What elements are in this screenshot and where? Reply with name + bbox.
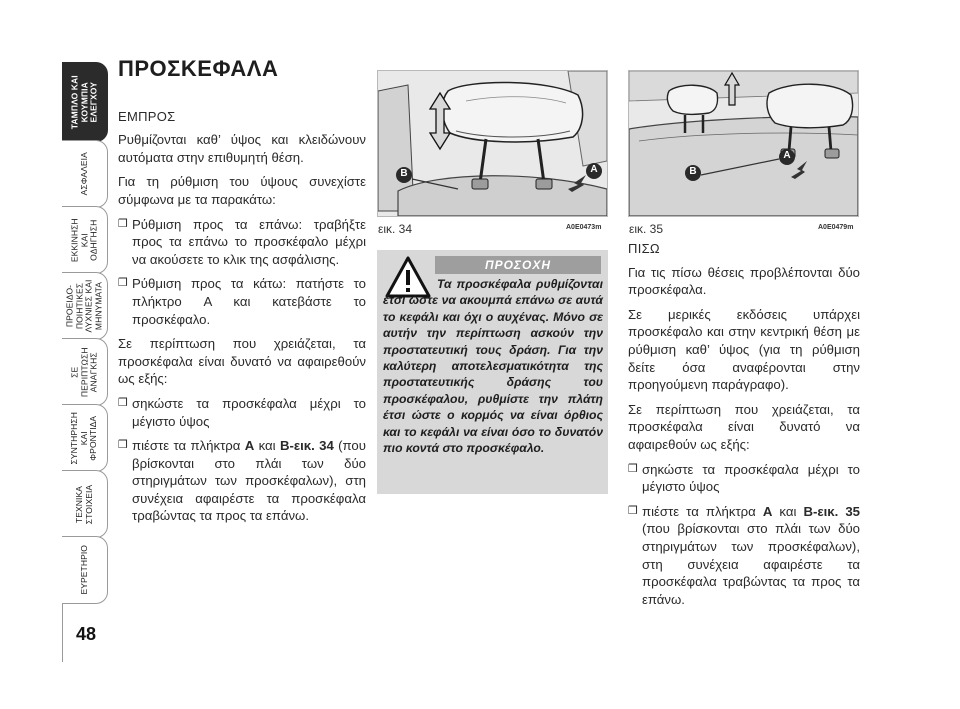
list-item — [628, 461, 860, 496]
figure-35-code: A0E0479m — [818, 224, 854, 231]
rear-subheading: ΠΙΣΩ — [628, 241, 660, 256]
text-run: και — [254, 438, 280, 454]
page-title: ΠΡΟΣΚΕΦΑΛΑ — [118, 56, 279, 81]
list-item — [118, 275, 366, 328]
rear-para-2: Σε μερικές εκδόσεις υπάρχει προσκέφαλο και στην κεντρική θέση με ρύθμιση καθ’ ύψος (για τη ρύθμιση δείτε όσα αναφέρονται στην προηγούμενη παράγραφο). — [628, 306, 860, 393]
tab-warning-lights[interactable] — [62, 272, 108, 340]
height-intro: Για τη ρύθμιση του ύψους συνεχίστε σύμφωνα με τα παρακάτω: — [118, 174, 366, 207]
figure-35-caption: εικ. 35 — [629, 222, 664, 236]
rear-headrests-section — [628, 240, 860, 615]
tab-label: ΕΚΚΙΝΗΣΗ ΚΑΙ ΟΔΗΓΗΣΗ — [69, 218, 99, 262]
tab-emergency[interactable] — [62, 338, 108, 406]
remove-intro: Σε περίπτωση που χρειάζεται, τα προσκέφαλα είναι δυνατό να αφαιρεθούν ως εξής: — [628, 401, 860, 452]
tab-label: ΕΥΡΕΤΗΡΙΟ — [78, 545, 89, 595]
checkbox-bullet-icon: ❒ — [628, 504, 638, 517]
tab-label: ΤΕΧΝΙΚΑ ΣΤΟΙΧΕΙΑ — [74, 484, 94, 524]
warning-box — [377, 250, 608, 494]
checkbox-bullet-icon: ❒ — [118, 439, 128, 452]
label-a: A — [783, 150, 791, 161]
bullet-text — [132, 437, 366, 525]
button-a-ref: A — [244, 438, 255, 454]
tab-label: ΣΥΝΤΗΡΗΣΗ ΚΑΙ ΦΡΟΝΤΙΔΑ — [69, 411, 99, 465]
page-number: 48 — [75, 624, 97, 644]
tab-safety[interactable] — [62, 140, 108, 208]
checkbox-bullet-icon: ❒ — [118, 217, 128, 230]
front-headrests-section — [118, 56, 366, 532]
list-item — [118, 395, 366, 430]
bullet-text: Ρύθμιση προς τα επάνω: τραβήξτε προς τα επάνω το προσκέφαλο μέχρι να ακούσετε το κλικ της ασφάλισης. — [132, 216, 366, 267]
figure-34-caption: εικ. 34 — [378, 222, 413, 236]
text-run: πιέστε τα πλήκτρα — [642, 503, 763, 519]
checkbox-bullet-icon: ❒ — [118, 396, 128, 409]
tab-technical-data[interactable] — [62, 470, 108, 538]
bullet-text — [642, 503, 860, 609]
label-b: B — [400, 168, 408, 179]
button-a-ref: A — [762, 503, 773, 519]
bullet-text: σηκώστε τα προσκέφαλα μέχρι το μέγιστο ύψος — [642, 461, 860, 495]
front-subheading: ΕΜΠΡΟΣ — [118, 108, 176, 124]
rear-headrest-illustration — [629, 71, 858, 216]
checkbox-bullet-icon: ❒ — [118, 277, 128, 290]
tab-dashboard-controls[interactable] — [62, 62, 108, 142]
tab-label: ΣΕ ΠΕΡΙΠΤΩΣΗ ΑΝΑΓΚΗΣ — [69, 347, 99, 397]
tab-index[interactable] — [62, 536, 108, 604]
front-intro: Ρυθμίζονται καθ’ ύψος και κλειδώνουν αυτόματα στην επιθυμητή θέση. — [118, 132, 366, 165]
warning-text: Τα προσκέφαλα ρυθμίζονται έτσι ώστε να ακουμπά επάνω σε αυτά το κεφάλι και όχι ο αυχένας. Μόνο σε αυτήν την περίπτωση ασκούν την προστατευτική τους δράση. Για την καλύτερη αποτελεσματικότητα της προστατευτικής δράσης του προσκέφαλου, ρυθμίστε την πλάτη έτσι ώστε ο κορμός να είναι όρθιος και το κεφάλι να είναι όσο το δυνατόν πιο κοντά στο προσκέφαλο. — [383, 277, 603, 456]
text-run: (που βρίσκονται στο πλάι των δύο στηριγμάτων των προσκέφαλων), στη συνέχεια αφαιρέστε τα προσκέφαλα τραβώντας τα προς τα επάνω. — [642, 521, 860, 607]
text-run: (που βρίσκονται στο πλάι των δύο στηριγμάτων των προσκέφαλων), στη συνέχεια αφαιρέστε τα προσκέφαλα τραβώντας τα προς τα επάνω. — [132, 438, 366, 524]
checkbox-bullet-icon: ❒ — [628, 462, 638, 475]
chapter-tabs — [62, 62, 108, 662]
rear-para-1: Για τις πίσω θέσεις προβλέπονται δύο προσκέφαλα. — [628, 264, 860, 298]
text-run: και — [772, 503, 804, 519]
warning-header: ΠΡΟΣΟΧΗ — [435, 256, 601, 274]
label-b: B — [689, 166, 697, 177]
label-a: A — [590, 164, 598, 175]
tab-starting-driving[interactable] — [62, 206, 108, 274]
figure-34 — [377, 70, 608, 217]
sidebar-rule — [62, 604, 63, 662]
remove-intro: Σε περίπτωση που χρειάζεται, τα προσκέφαλα είναι δυνατό να αφαιρεθούν ως εξής: — [118, 336, 366, 387]
front-headrest-illustration — [378, 71, 607, 216]
tab-maintenance[interactable] — [62, 404, 108, 472]
tab-label: ΑΣΦΑΛΕΙΑ — [78, 152, 89, 196]
bullet-text: σηκώστε τα προσκέφαλα μέχρι το μέγιστο ύψος — [132, 395, 366, 429]
list-item — [118, 216, 366, 269]
text-run: πιέστε τα πλήκτρα — [132, 438, 245, 454]
figure-ref: B-εικ. 34 — [279, 438, 334, 454]
figure-ref: B-εικ. 35 — [803, 503, 860, 519]
tab-label: ΠΡΟΕΙΔΟ- ΠΟΙΗΤΙΚΕΣ ΛΥΧΝΙΕΣ ΚΑΙ ΜΗΝΥΜΑΤΑ — [64, 279, 104, 333]
list-item — [628, 503, 860, 609]
bullet-text: Ρύθμιση προς τα κάτω: πατήστε το πλήκτρο A και κατεβάστε το προσκέφαλο. — [132, 276, 366, 327]
tab-label: ΤΑΜΠΛΟ ΚΑΙ ΚΟΥΜΠΙΑ ΕΛΕΓΧΟΥ — [69, 75, 99, 129]
figure-34-code: A0E0473m — [566, 224, 602, 231]
figure-35 — [628, 70, 859, 217]
list-item — [118, 437, 366, 525]
